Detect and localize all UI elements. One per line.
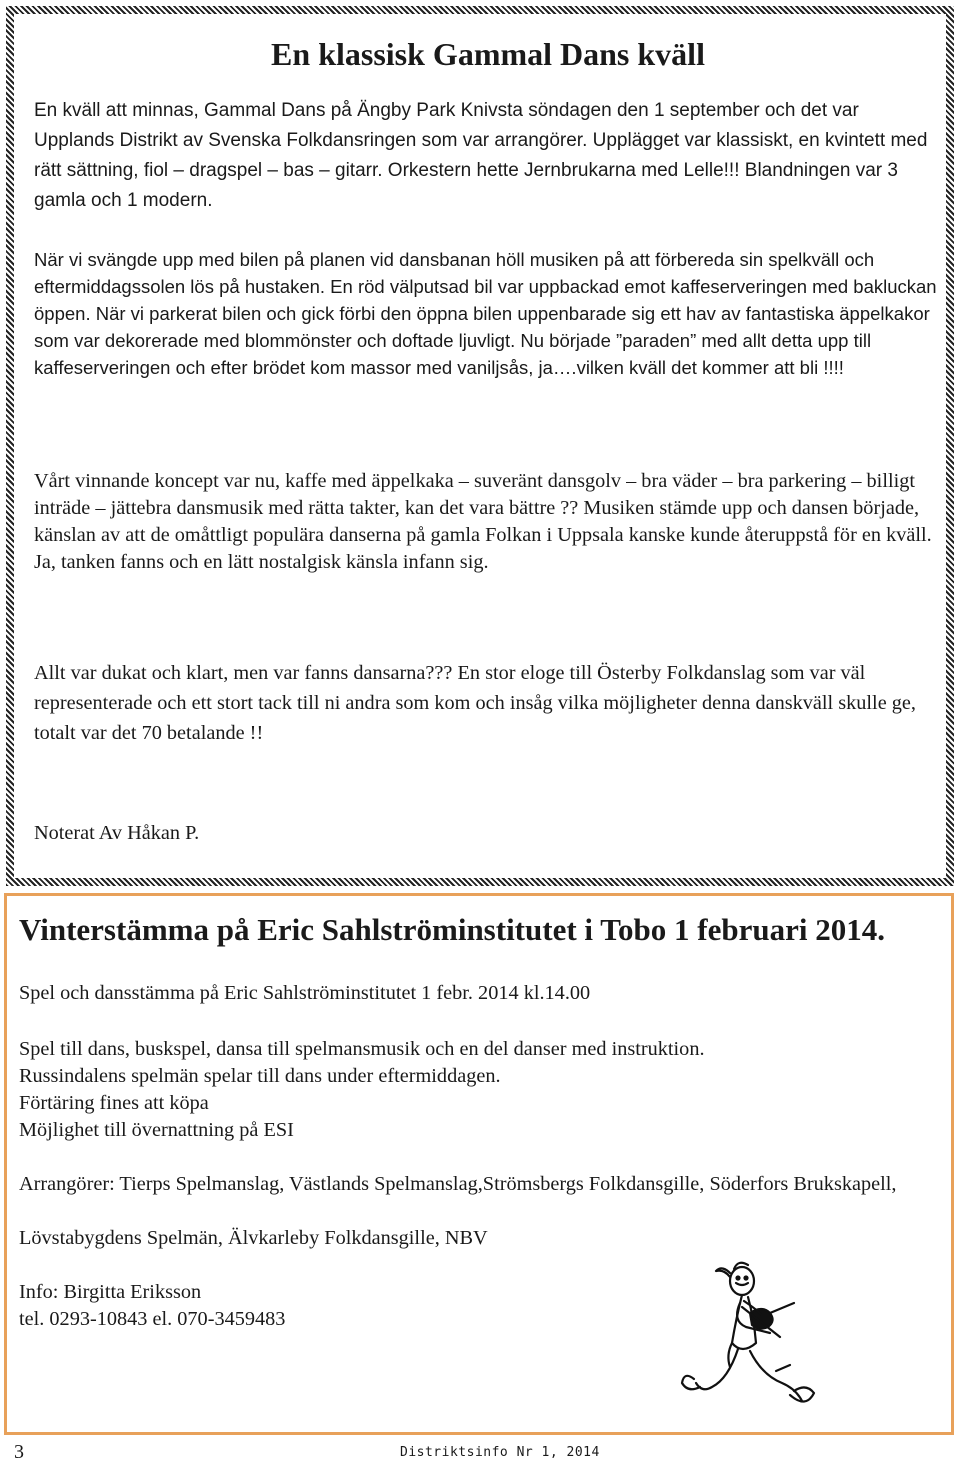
fiddler-illustration (672, 1259, 832, 1419)
issue-label: Distriktsinfo Nr 1, 2014 (400, 1445, 600, 1460)
article1 (28, 28, 937, 864)
article2-organizers: Arrangörer: Tierps Spelmanslag, Västlands Spelmanslag,Strömsbergs Folkdansgille, Söderfors Brukskapell, (19, 1173, 897, 1195)
article2-line-2: Spel till dans, buskspel, dansa till spelmansmusik och en del danser med instruktion. (19, 1038, 705, 1060)
article1-paragraph-1: En kväll att minnas, Gammal Dans på Ängby Park Knivsta söndagen den 1 september och det var Upplands Distrikt av Svenska Folkdansringen som var arrangörer. Upplägget var klassiskt, en kvintett med rätt sättning, fiol – dragspel – bas – gitarr. Orkestern hette Jernbrukarna med Lelle!!! Blandningen var 3 gamla och 1 modern. (34, 100, 928, 211)
article1-paragraph-4: Allt var dukat och klart, men var fanns dansarna??? En stor eloge till Österby Folkdanslag som var väl representerade och ett stort tack till ni andra som kom och insåg vilka möjligheter denna danskväll skulle ge, totalt var det 70 betalande !! (34, 662, 916, 744)
article2-phone: tel. 0293-10843 el. 070-3459483 (19, 1308, 286, 1330)
article2-line-5: Möjlighet till övernattning på ESI (19, 1119, 294, 1141)
article1-signature: Noterat Av Håkan P. (34, 822, 200, 844)
article2-organizers-2: Lövstabygdens Spelmän, Älvkarleby Folkdansgille, NBV (19, 1227, 488, 1249)
article1-paragraph-2: När vi svängde upp med bilen på planen vid dansbanan höll musiken på att förbereda sin spelkväll och eftermiddagssolen lös på hustaken. En röd välputsad bil var uppbackad emot kaffeserveringen med bakluckan öppen. När vi parkerat bilen och gick förbi den öppna bilen uppenbarade sig ett hav av fantastiska äppelkakor som var dekorerade med blommönster och doftade ljuvligt. Nu började ”paraden” med allt detta upp till kaffeserveringen och efter brödet kom massor med vaniljsås, ja….vilken kväll det kommer att bli !!!! (34, 249, 937, 378)
article2-info: Info: Birgitta Eriksson (19, 1281, 202, 1303)
article2-line-1: Spel och dansstämma på Eric Sahlströminstitutet 1 febr. 2014 kl.14.00 (19, 982, 591, 1004)
article2-box (4, 893, 954, 1435)
article1-paragraph-3: Vårt vinnande koncept var nu, kaffe med äppelkaka – suveränt dansgolv – bra väder – bra parkering – billigt inträde – jättebra dansmusik med rätta takter, kan det vara bättre ?? Musiken stämde upp och dansen började, känslan av att de omåttligt populära danserna på gamla Folkan i Uppsala kanske kunde återuppstå för en kväll. Ja, tanken fanns och en lätt nostalgisk känsla infann sig. (34, 470, 932, 573)
article1-title: En klassisk Gammal Dans kväll (271, 36, 705, 72)
article2-line-3: Russindalens spelmän spelar till dans under eftermiddagen. (19, 1065, 501, 1087)
page-number: 3 (14, 1441, 24, 1463)
article2-title: Vinterstämma på Eric Sahlströminstitutet i Tobo 1 februari 2014. (19, 912, 885, 947)
article2-line-4: Förtäring fines att köpa (19, 1092, 209, 1114)
decorative-border-frame (6, 6, 954, 886)
